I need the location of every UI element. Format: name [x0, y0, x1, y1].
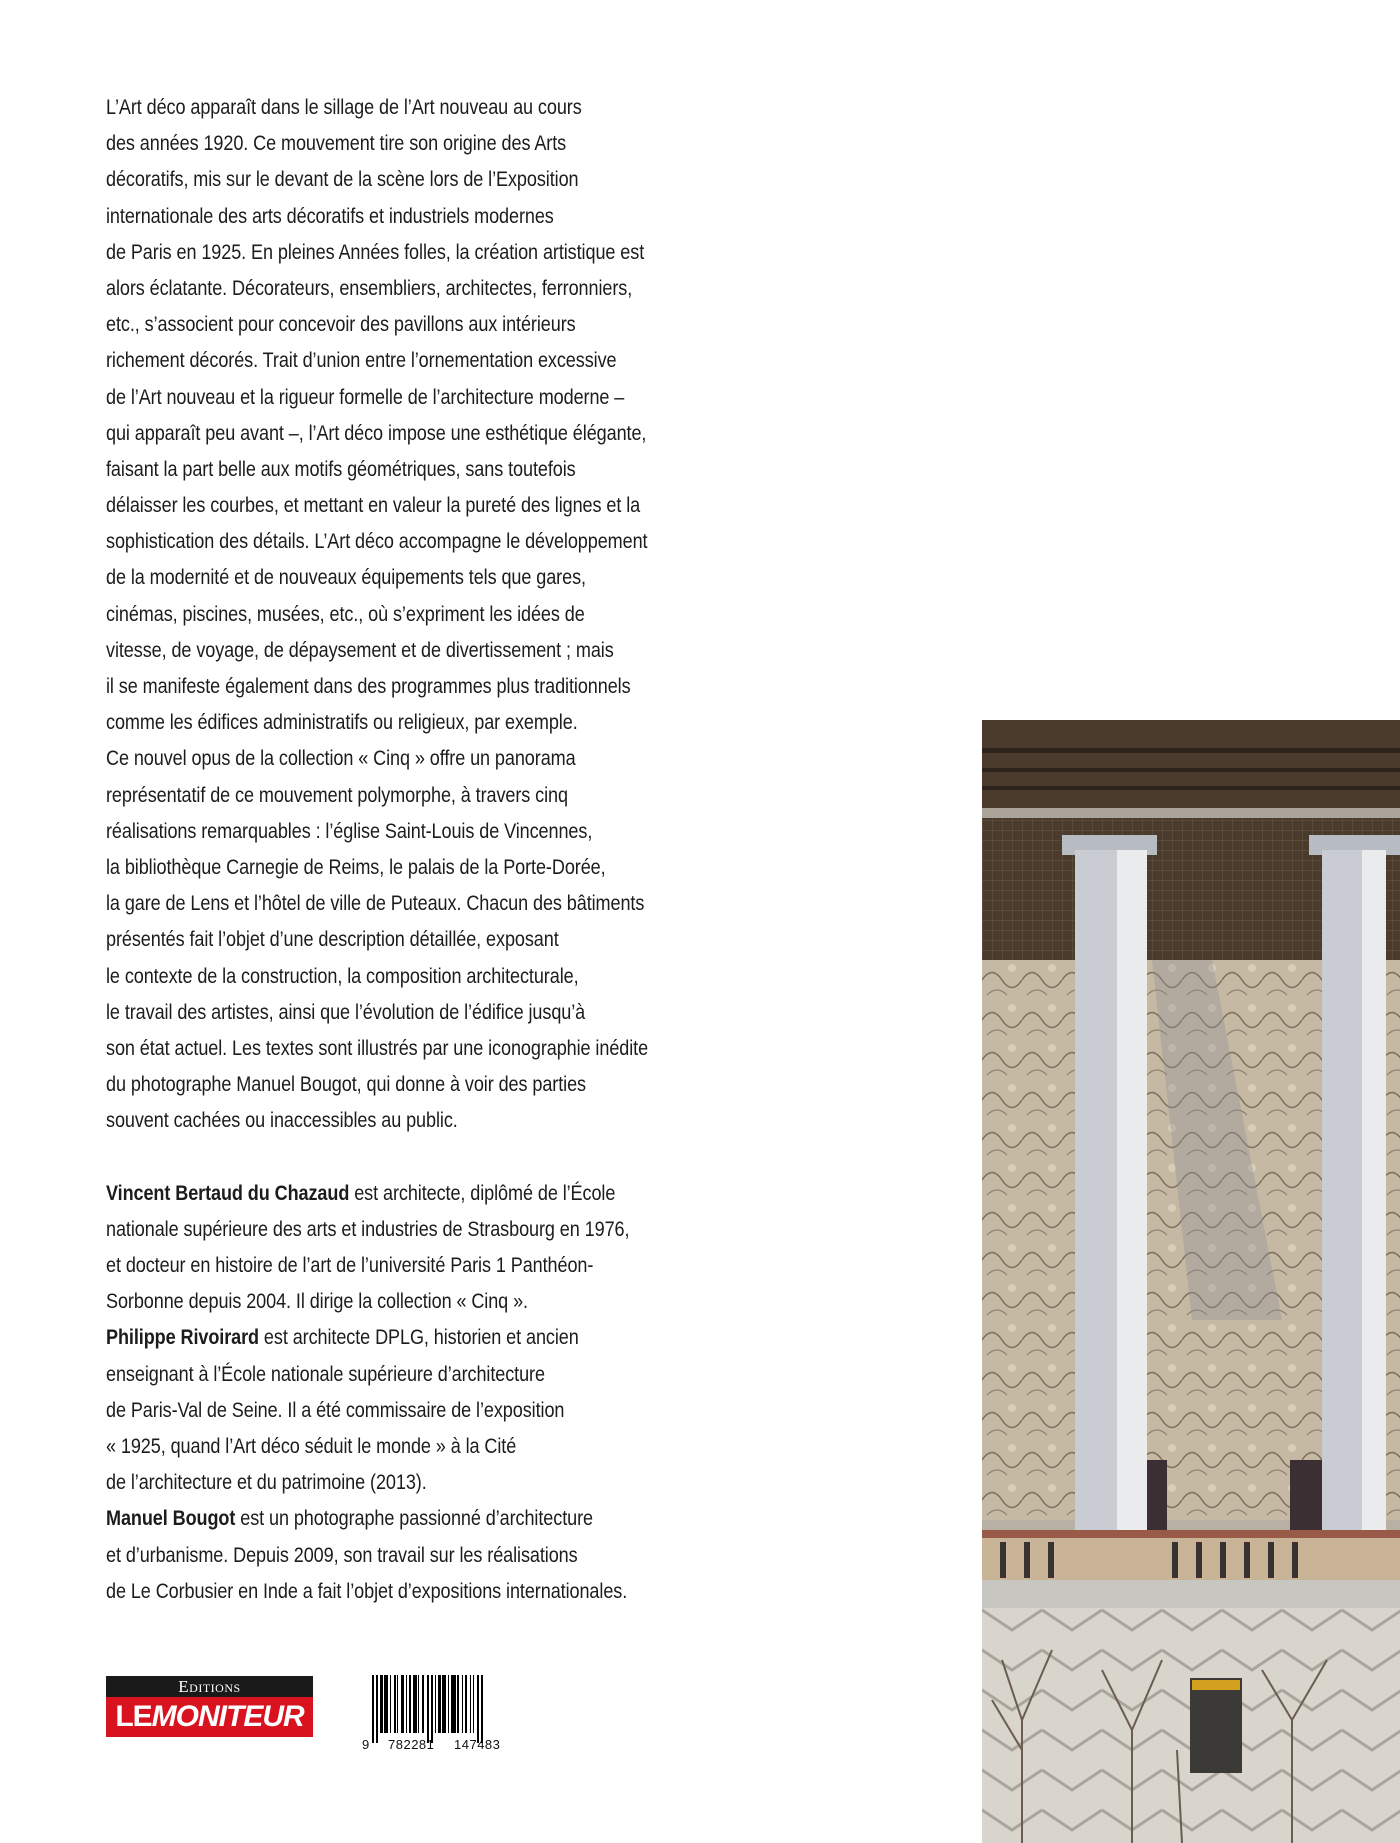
text-line: la gare de Lens et l’hôtel de ville de Puteaux. Chacun des bâtiments: [106, 892, 645, 916]
isbn-digit-first: 9: [362, 1737, 370, 1752]
text-line: qui apparaît peu avant –, l’Art déco impose une esthétique élégante,: [106, 421, 647, 445]
text-line: de Paris en 1925. En pleines Années folles, la création artistique est: [106, 240, 645, 264]
text-line: son état actuel. Les textes sont illustrés par une iconographie inédite: [106, 1036, 649, 1060]
isbn-number: [362, 1737, 524, 1753]
author-bio-bougot: [106, 1501, 639, 1610]
text-line: souvent cachées ou inaccessibles au public.: [106, 1109, 458, 1133]
text-line: du photographe Manuel Bougot, qui donne à voir des parties: [106, 1073, 586, 1097]
text-line: comme les édifices administratifs ou religieux, par exemple.: [106, 711, 578, 735]
author-bio-text: est architecte DPLG, historien et ancien: [258, 1326, 579, 1350]
logo-moniteur: MONITEUR: [151, 1700, 304, 1733]
text-line: et d’urbanisme. Depuis 2009, son travail sur les réalisations: [106, 1543, 578, 1567]
text-line: L’Art déco apparaît dans le sillage de l’Art nouveau au cours: [106, 96, 582, 119]
text-line: cinémas, piscines, musées, etc., où s’expriment les idées de: [106, 602, 585, 626]
text-line: de l’Art nouveau et la rigueur formelle de l’architecture moderne –: [106, 385, 625, 409]
text-line: il se manifeste également dans des programmes plus traditionnels: [106, 675, 631, 698]
text-line: faisant la part belle aux motifs géométriques, sans toutefois: [106, 457, 576, 481]
text-line: de la modernité et de nouveaux équipements tels que gares,: [106, 566, 586, 590]
text-line: de Paris-Val de Seine. Il a été commissaire de l’exposition: [106, 1398, 565, 1422]
isbn-barcode: [362, 1675, 524, 1755]
text-line: délaisser les courbes, et mettant en valeur la pureté des lignes et la: [106, 494, 641, 518]
text-line: internationale des arts décoratifs et industriels modernes: [106, 204, 554, 228]
text-line: sophistication des détails. L’Art déco accompagne le développement: [106, 530, 648, 554]
text-line: alors éclatante. Décorateurs, ensembliers, architectes, ferronniers,: [106, 276, 633, 300]
facade-photo-illustration: [982, 720, 1400, 1843]
logo-le: LE: [115, 1700, 152, 1733]
text-line: richement décorés. Trait d’union entre l’ornementation excessive: [106, 349, 617, 373]
text-line: présentés fait l’objet d’une description détaillée, exposant: [106, 928, 559, 952]
text-line: et docteur en histoire de l’art de l’université Paris 1 Panthéon-: [106, 1254, 594, 1277]
author-name: Manuel Bougot: [106, 1507, 236, 1531]
author-bio-bertaud: [106, 1176, 639, 1321]
logo-le-moniteur: [106, 1697, 313, 1737]
text-line: de Le Corbusier en Inde a fait l’objet d’expositions internationales.: [106, 1579, 628, 1603]
author-name: Vincent Bertaud du Chazaud: [106, 1181, 350, 1205]
isbn-digits-left: 782281: [388, 1737, 435, 1752]
text-line: de l’architecture et du patrimoine (2013).: [106, 1471, 427, 1495]
text-line: etc., s’associent pour concevoir des pavillons aux intérieurs: [106, 313, 576, 337]
paragraph-spacer: [106, 1139, 639, 1175]
text-line: vitesse, de voyage, de dépaysement et de divertissement ; mais: [106, 638, 614, 662]
text-line: [106, 1320, 639, 1356]
description-paragraph: [106, 90, 649, 1139]
text-line: Ce nouvel opus de la collection « Cinq » offre un panorama: [106, 747, 576, 771]
text-line: « 1925, quand l’Art déco séduit le monde » à la Cité: [106, 1434, 517, 1458]
barcode-bars-icon: [372, 1675, 522, 1739]
text-line: enseignant à l’École nationale supérieure d’architecture: [106, 1362, 545, 1386]
publisher-logo: [106, 1676, 313, 1737]
text-line: des années 1920. Ce mouvement tire son origine des Arts: [106, 132, 567, 156]
isbn-digits-right: 147483: [454, 1737, 501, 1752]
text-line: nationale supérieure des arts et industries de Strasbourg en 1976,: [106, 1217, 630, 1241]
back-cover-text: [106, 90, 649, 1610]
text-line: le travail des artistes, ainsi que l’évolution de l’édifice jusqu’à: [106, 1000, 586, 1024]
text-line: représentatif de ce mouvement polymorphe, à travers cinq: [106, 783, 568, 807]
author-name: Philippe Rivoirard: [106, 1326, 259, 1350]
text-line: [106, 1501, 639, 1537]
text-line: réalisations remarquables : l’église Saint-Louis de Vincennes,: [106, 819, 593, 843]
text-line: [106, 1176, 639, 1212]
logo-editions: Editions: [106, 1676, 313, 1697]
text-line: la bibliothèque Carnegie de Reims, le palais de la Porte-Dorée,: [106, 855, 606, 879]
text-line: Sorbonne depuis 2004. Il dirige la collection « Cinq ».: [106, 1290, 528, 1314]
text-line: décoratifs, mis sur le devant de la scène lors de l’Exposition: [106, 168, 579, 192]
author-bio-text: est architecte, diplômé de l’École: [349, 1181, 616, 1205]
cover-photo-art-deco-facade: [982, 720, 1400, 1843]
author-bio-text: est un photographe passionné d’architecture: [235, 1507, 593, 1531]
author-bio-rivoirard: [106, 1320, 639, 1501]
text-line: le contexte de la construction, la composition architecturale,: [106, 964, 579, 988]
